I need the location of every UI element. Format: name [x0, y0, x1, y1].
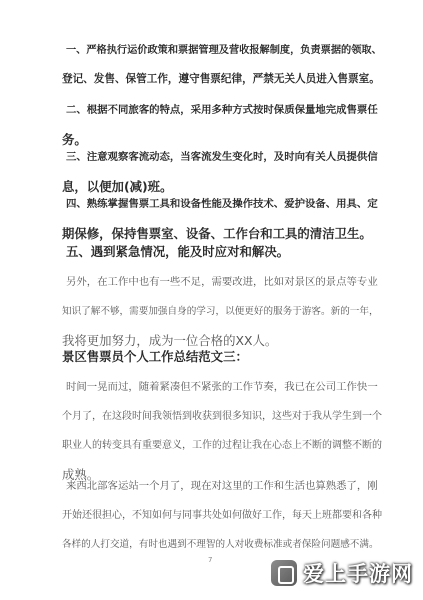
- page-number: 7: [208, 556, 213, 564]
- paragraph-1-line-2: 登记、发售、保管工作，遵守售票纪律，严禁无关人员进入售票室。: [62, 73, 380, 85]
- paragraph-6-line-2: 知识了解不够，需要加强自身的学习，以便更好的服务于游客。新的一年，: [62, 306, 379, 317]
- watermark-text: 爱上手游网: [303, 562, 413, 586]
- paragraph-7-line-3: 职业人的转变具有重要意义，工作的过程让我在心态上不断的调整不断的: [62, 440, 382, 451]
- paragraph-5-line-1: 五、遇到紧急情况，能及时应对和解决。: [66, 244, 290, 259]
- paragraph-8: [62, 472, 382, 559]
- paragraph-5: [62, 237, 382, 266]
- paragraph-2-line-1: 二、根据不同旅客的特点，采用多种方式按时保质保量地完成售票任: [66, 104, 378, 116]
- paragraph-2-line-2: 务。: [62, 132, 87, 147]
- paragraph-8-line-1: 来西北部客运站一个月了，现在对这里的工作和生活也算熟悉了，刚: [66, 480, 378, 492]
- paragraph-7-line-1: 时间一晃而过，随着紧凑但不紧张的工作节奏，我已在公司工作快一: [66, 381, 378, 393]
- section-heading: [62, 342, 382, 371]
- paragraph-6-line-1: 另外，在工作中也有一些不足，需要改进，比如对景区的景点等专业: [66, 276, 378, 288]
- paragraph-8-line-2: 开始还很担心，不知如何与同事共处如何做好工作，每天上班都要和各种: [62, 510, 382, 521]
- paragraph-4-line-1: 四、熟练掌握售票工具和设备性能及操作技术、爱护设备、用具、定: [66, 198, 378, 210]
- paragraph-3-line-1: 三、注意观察客流动态，当客流发生变化时，及时向有关人员提供信: [66, 151, 378, 163]
- paragraph-4-line-2: 期保修，保持售票室、设备、工作台和工具的清洁卫生。: [62, 226, 372, 241]
- paragraph-7-line-2: 个月了，在这段时间我领悟到收获到很多知识，这些对于我从学生到一个: [62, 411, 382, 422]
- paragraph-3-line-2: 息，以便加(减)班。: [62, 179, 173, 194]
- paragraph-8-line-3: 各样的人打交道，有时也遇到不理智的人对收费标准或者保险问题感不满。: [62, 539, 379, 550]
- paragraph-6-line-3: 我将更加努力，成为一位合格的XX人。: [62, 333, 278, 348]
- paragraph-1-line-1: 一、严格执行运价政策和票据管理及营收报解制度，负责票据的领取、: [66, 45, 382, 56]
- app-logo-icon: [271, 560, 297, 586]
- site-watermark: [263, 556, 413, 590]
- paragraph-7-line-4: 成熟。: [62, 467, 100, 482]
- paragraph-1: [62, 36, 382, 94]
- section-heading-text: 景区售票员个人工作总结范文三：: [62, 349, 248, 364]
